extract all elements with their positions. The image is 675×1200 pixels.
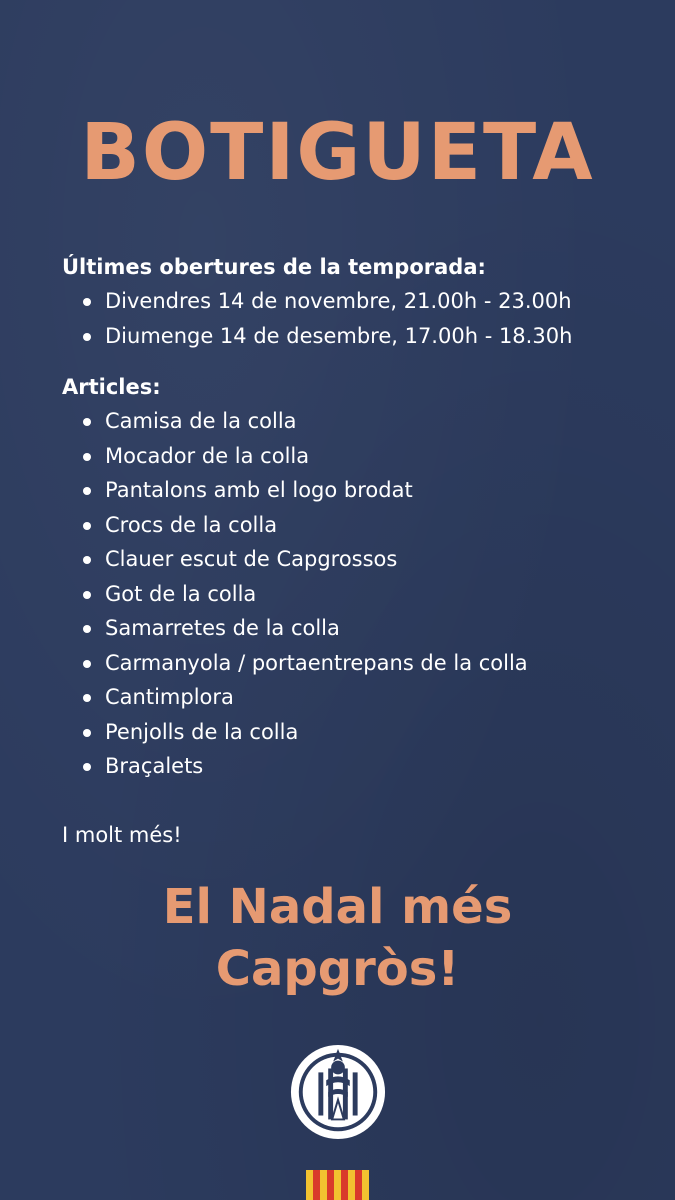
article-item: Penjolls de la colla [62,715,662,750]
slogan [0,876,675,1000]
article-item: Pantalons amb el logo brodat [62,473,662,508]
page-title: BOTIGUETA [80,108,595,198]
bullet-icon [83,660,91,668]
bullet-icon [83,556,91,564]
schedule-item: Divendres 14 de novembre, 21.00h - 23.00h [62,284,662,319]
article-item: Got de la colla [62,577,662,612]
articles-list [62,404,662,784]
article-item: Cantimplora [62,680,662,715]
articles-section [62,370,662,784]
bullet-icon [83,625,91,633]
articles-heading: Articles: [62,375,161,399]
bullet-icon [83,591,91,599]
article-item: Mocador de la colla [62,439,662,474]
article-item: Samarretes de la colla [62,611,662,646]
bullet-icon [83,694,91,702]
bullet-icon [83,729,91,737]
senyera-flag-icon [306,1170,369,1200]
more-text: I molt més! [62,823,182,847]
slogan-line-1: El Nadal més [162,879,513,935]
bullet-icon [83,763,91,771]
article-item: Carmanyola / portaentrepans de la colla [62,646,662,681]
capgrossos-crest-icon [289,1043,387,1141]
schedule-item: Diumenge 14 de desembre, 17.00h - 18.30h [62,319,662,354]
article-item: Braçalets [62,749,662,784]
bullet-icon [83,298,91,306]
bullet-icon [83,418,91,426]
schedule-section [62,250,662,353]
bullet-icon [83,522,91,530]
bullet-icon [83,333,91,341]
article-item: Camisa de la colla [62,404,662,439]
schedule-heading: Últimes obertures de la temporada: [62,255,486,279]
article-item: Clauer escut de Capgrossos [62,542,662,577]
schedule-list [62,284,662,353]
slogan-line-2: Capgròs! [215,941,460,997]
article-item: Crocs de la colla [62,508,662,543]
bullet-icon [83,487,91,495]
bullet-icon [83,453,91,461]
